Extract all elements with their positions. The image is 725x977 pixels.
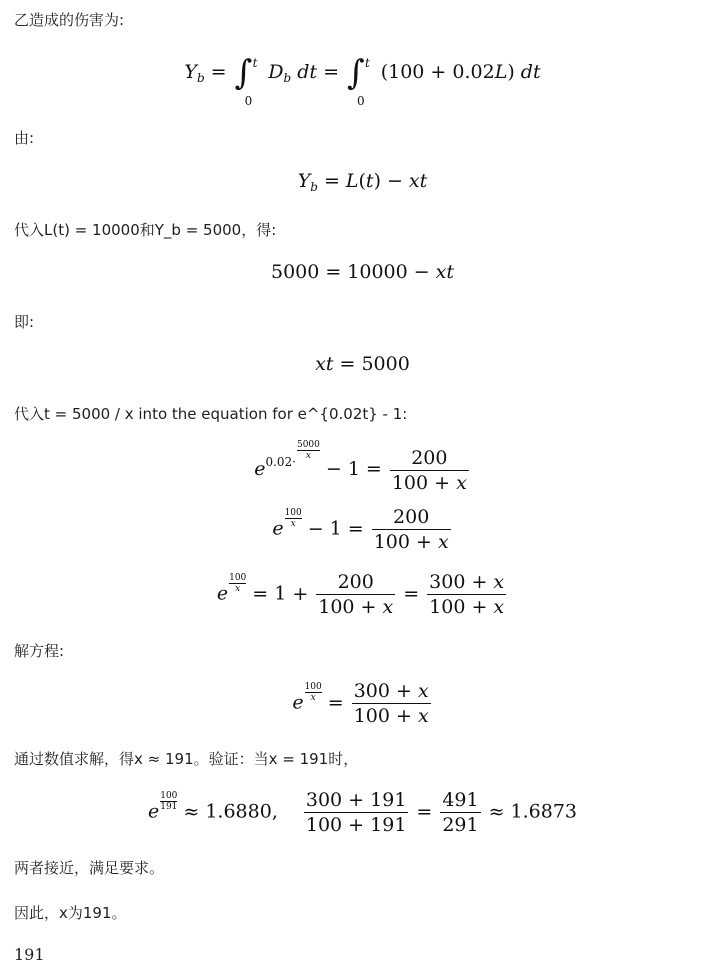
substitute-text: 代入L(t) = 10000和Y_b = 5000，得: [14, 221, 277, 239]
substitute-t-text: 代入t = 5000 / x into the equation for e^{0.02t} - 1: [14, 405, 408, 423]
equation-yb-integral: $Y_b$ = ∫ t 0 $D_b$ dt = ∫ t 0 (100 + 0.02L) dt [184, 53, 541, 108]
by-label: 由: [14, 129, 35, 147]
solve-label: 解方程: [14, 642, 65, 660]
equation-exp-1: $e^{0.02\cdot \frac{5000}{x}}$ − 1 = $\frac{200}{100 + x}$ [254, 440, 467, 494]
equation-xt: xt = 5000 [315, 353, 410, 375]
equation-yb-lt: $Y_b = L(t)$ − xt [297, 170, 428, 195]
equation-exp-2: e $\frac{100}{x}$ − 1 = $\frac{200}{100 + x}$ [272, 506, 449, 553]
close-text: 两者接近，满足要求。 [14, 859, 165, 877]
final-answer: 191 [14, 945, 45, 964]
equation-exp-3: e $\frac{100}{x}$ = 1 + $\frac{200}{100 + x}$ = $\frac{300 + x}{100 + x}$ [216, 571, 505, 618]
conclusion-text: 因此，x为191。 [14, 904, 127, 922]
equation-exp-4: e $\frac{100}{x}$ = $\frac{300 + x}{100 + x}$ [292, 680, 429, 727]
intro-text: 乙造成的伤害为: [14, 11, 125, 29]
numeric-text: 通过数值求解，得x ≈ 191。验证：当x = 191时， [14, 750, 359, 768]
thus-label: 即: [14, 313, 35, 331]
equation-verify: e $\frac{100}{191}$ ≈ 1.6880, $\frac{300 + 191}{100 + 191}$ = $\frac{491}{291}$ ≈ 1.6873 [147, 789, 577, 836]
equation-5000: 5000 = 10000 − xt [270, 261, 454, 283]
